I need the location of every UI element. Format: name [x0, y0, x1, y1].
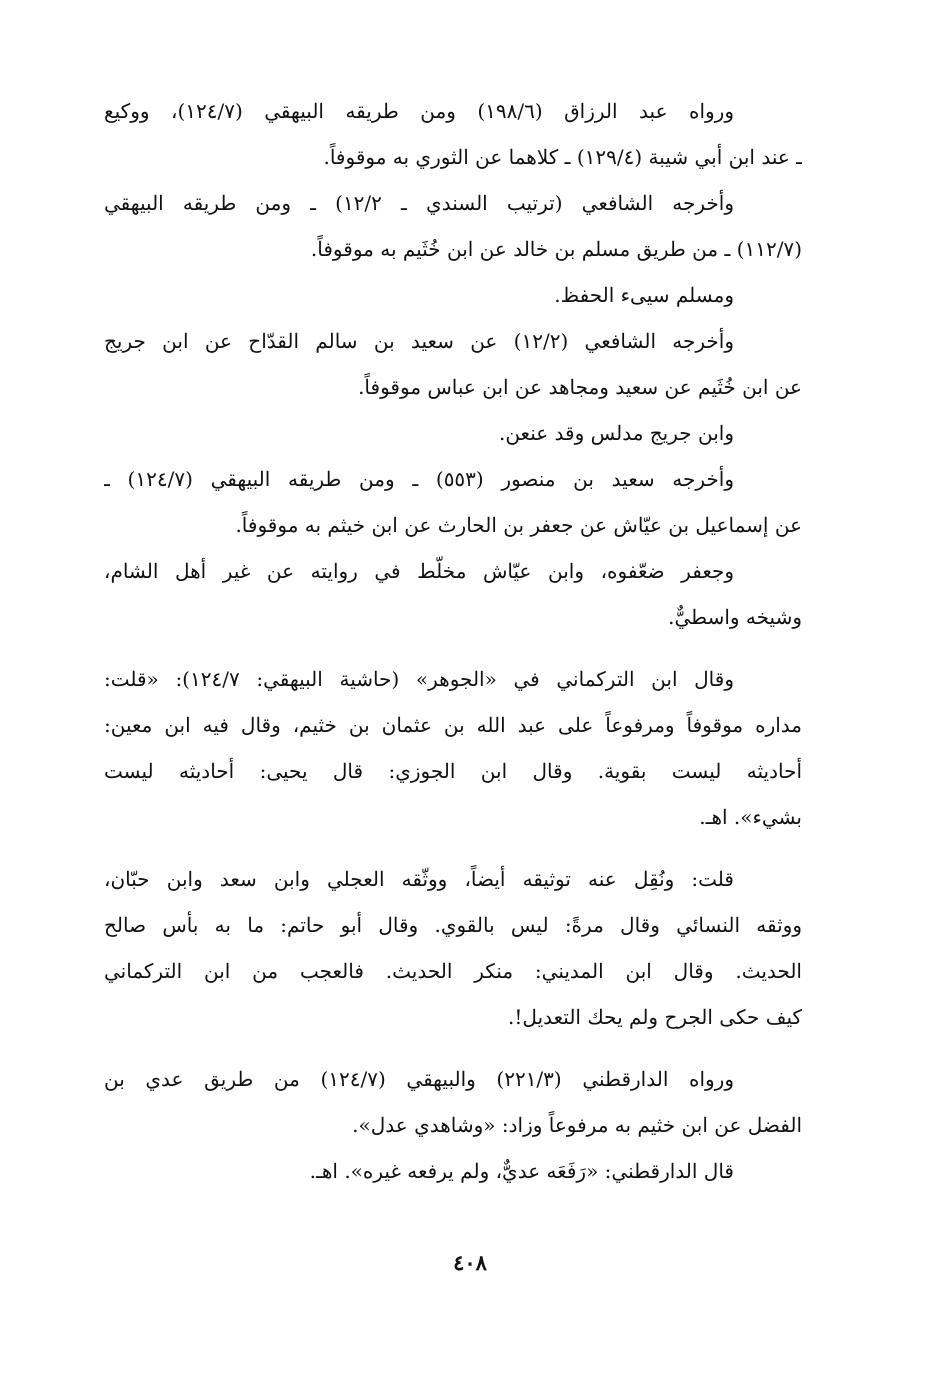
text-line: الحديث. وقال ابن المديني: منكر الحديث. فالعجب من ابن التركماني: [104, 959, 802, 983]
text-line: بشيء». اهـ.: [699, 805, 802, 829]
text-line: ووثقه النسائي وقال مرةً: ليس بالقوي. وقال أبو حاتم: ما به بأس صالح: [104, 913, 802, 937]
paragraph-1: [104, 88, 802, 180]
paragraph-5: [104, 410, 802, 456]
paragraph-7: [104, 548, 802, 640]
text-line: عن ابن خُثَيم عن سعيد ومجاهد عن ابن عباس موقوفاً.: [358, 375, 802, 399]
page-number: ٤٠٨: [453, 1250, 487, 1275]
text-line: ـ عند ابن أبي شيبة (١٢٩/٤) ـ كلاهما عن الثوري به موقوفاً.: [323, 145, 802, 169]
paragraph-3: [104, 272, 802, 318]
text-line: وشيخه واسطيٌّ.: [668, 605, 802, 629]
text-line: وأخرجه الشافعي (١٢/٢) عن سعيد بن سالم القدّاح عن ابن جريج: [104, 329, 735, 353]
text-line: الفضل عن ابن خثيم به مرفوعاً وزاد: «وشاهدي عدل».: [352, 1113, 802, 1137]
paragraph-gap: [104, 640, 802, 656]
text-line: ورواه عبد الرزاق (١٩٨/٦) ومن طريقه البيهقي (١٢٤/٧)، ووكيع: [104, 99, 734, 123]
text-line: ومسلم سيىء الحفظ.: [554, 283, 734, 307]
text-line: وأخرجه سعيد بن منصور (٥٥٣) ـ ومن طريقه البيهقي (١٢٤/٧) ـ: [104, 467, 734, 491]
text-line: كيف حكى الجرح ولم يحك التعديل!.: [508, 1005, 802, 1029]
text-line: وجعفر ضعّفوه، وابن عيّاش مخلّط في روايته عن غير أهل الشام،: [104, 559, 734, 583]
text-line: (١١٢/٧) ـ من طريق مسلم بن خالد عن ابن خُثَيم به موقوفاً.: [310, 237, 802, 261]
text-line: عن إسماعيل بن عيّاش عن جعفر بن الحارث عن ابن خيثم به موقوفاً.: [235, 513, 802, 537]
text-line: وابن جريج مدلس وقد عنعن.: [498, 421, 734, 445]
paragraph-9: [104, 856, 802, 1040]
text-line: قال الدارقطني: «رَفَعَه عديٌّ، ولم يرفعه غيره». اهـ.: [309, 1159, 734, 1183]
paragraph-10: [104, 1056, 802, 1148]
paragraph-4: [104, 318, 802, 410]
text-line: مداره موقوفاً ومرفوعاً على عبد الله بن عثمان بن خثيم، وقال فيه ابن معين:: [104, 713, 802, 737]
text-line: قلت: ونُقِل عنه توثيقه أيضاً، ووثّقه العجلي وابن سعد وابن حبّان،: [104, 867, 734, 891]
paragraph-2: [104, 180, 802, 272]
paragraph-11: [104, 1148, 802, 1194]
paragraph-gap: [104, 1040, 802, 1056]
paragraph-8: [104, 656, 802, 840]
paragraph-gap: [104, 840, 802, 856]
text-line: وقال ابن التركماني في «الجوهر» (حاشية البيهقي: ١٢٤/٧): «قلت:: [104, 667, 734, 691]
body-text: [104, 88, 802, 1194]
text-line: ورواه الدارقطني (٢٢١/٣) والبيهقي (١٢٤/٧) من طريق عدي بن: [104, 1067, 734, 1091]
text-line: وأخرجه الشافعي (ترتيب السندي ـ ١٢/٢) ـ ومن طريقه البيهقي: [104, 191, 734, 215]
text-line: أحاديثه ليست بقوية. وقال ابن الجوزي: قال يحيى: أحاديثه ليست: [104, 759, 802, 783]
paragraph-6: [104, 456, 802, 548]
